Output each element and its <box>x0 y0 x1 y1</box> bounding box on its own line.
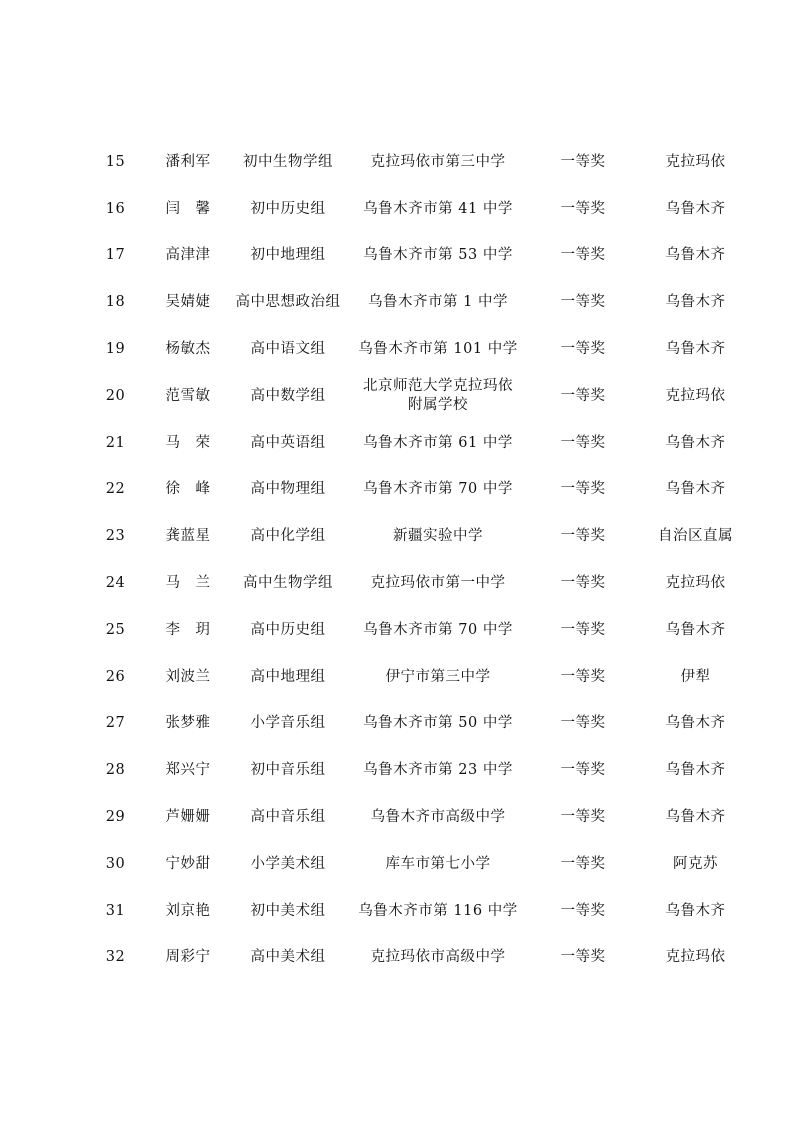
region-name: 克拉玛依 <box>665 153 726 170</box>
awards-table-body <box>88 139 758 981</box>
region-name: 克拉玛依 <box>665 575 726 592</box>
region-name: 乌鲁木齐 <box>665 809 726 826</box>
school-name: 库车市第七小学 <box>385 855 491 872</box>
winner-name: 吴婧婕 <box>165 294 211 311</box>
school-name: 乌鲁木齐市高级中学 <box>370 809 506 826</box>
school-name: 乌鲁木齐市第 1 中学 <box>368 294 508 311</box>
subject-group: 初中历史组 <box>250 200 326 217</box>
table-row <box>88 935 758 982</box>
region-name: 乌鲁木齐 <box>665 715 726 732</box>
winner-name: 刘波兰 <box>165 668 211 685</box>
row-number: 17 <box>105 247 126 264</box>
winner-name: 龚蓝星 <box>165 528 211 545</box>
table-row <box>88 139 758 186</box>
table-row <box>88 233 758 280</box>
table-row <box>88 607 758 654</box>
winner-name: 杨敏杰 <box>165 341 211 358</box>
table-row <box>88 513 758 560</box>
subject-group: 高中物理组 <box>250 481 326 498</box>
region-name: 乌鲁木齐 <box>665 200 726 217</box>
school-name: 乌鲁木齐市第 41 中学 <box>363 200 513 217</box>
region-name: 乌鲁木齐 <box>665 621 726 638</box>
row-number: 29 <box>105 809 126 826</box>
region-name: 乌鲁木齐 <box>665 247 726 264</box>
row-number: 19 <box>105 341 126 358</box>
winner-name: 刘京艳 <box>165 902 211 919</box>
row-number: 30 <box>105 855 126 872</box>
subject-group: 高中语文组 <box>250 341 326 358</box>
winner-name: 张梦雅 <box>165 715 211 732</box>
school-name: 乌鲁木齐市第 101 中学 <box>358 341 518 358</box>
row-number: 26 <box>105 668 126 685</box>
row-number: 20 <box>105 387 126 404</box>
award-level: 一等奖 <box>560 481 606 498</box>
subject-group: 高中美术组 <box>250 949 326 966</box>
school-name: 伊宁市第三中学 <box>385 668 491 685</box>
awards-table <box>88 139 758 981</box>
school-name: 乌鲁木齐市第 61 中学 <box>363 434 513 451</box>
winner-name: 周彩宁 <box>165 949 211 966</box>
award-level: 一等奖 <box>560 387 606 404</box>
award-level: 一等奖 <box>560 153 606 170</box>
row-number: 18 <box>105 294 126 311</box>
table-row <box>88 841 758 888</box>
subject-group: 初中生物学组 <box>243 153 333 170</box>
subject-group: 小学美术组 <box>250 855 326 872</box>
row-number: 22 <box>105 481 126 498</box>
row-number: 31 <box>105 902 126 919</box>
region-name: 乌鲁木齐 <box>665 294 726 311</box>
region-name: 克拉玛依 <box>665 387 726 404</box>
row-number: 25 <box>105 621 126 638</box>
school-name: 新疆实验中学 <box>393 528 483 545</box>
table-row <box>88 701 758 748</box>
region-name: 乌鲁木齐 <box>665 341 726 358</box>
region-name: 乌鲁木齐 <box>665 762 726 779</box>
table-row <box>88 888 758 935</box>
school-name: 乌鲁木齐市第 116 中学 <box>358 902 518 919</box>
row-number: 27 <box>105 715 126 732</box>
subject-group: 高中英语组 <box>250 434 326 451</box>
table-row <box>88 373 758 420</box>
row-number: 15 <box>105 153 126 170</box>
school-name: 乌鲁木齐市第 53 中学 <box>363 247 513 264</box>
award-level: 一等奖 <box>560 621 606 638</box>
award-level: 一等奖 <box>560 575 606 592</box>
subject-group: 初中美术组 <box>250 902 326 919</box>
row-number: 28 <box>105 762 126 779</box>
table-row <box>88 279 758 326</box>
table-row <box>88 326 758 373</box>
award-level: 一等奖 <box>560 902 606 919</box>
award-level: 一等奖 <box>560 434 606 451</box>
award-level: 一等奖 <box>560 668 606 685</box>
row-number: 23 <box>105 528 126 545</box>
subject-group: 高中地理组 <box>250 668 326 685</box>
award-level: 一等奖 <box>560 715 606 732</box>
subject-group: 高中数学组 <box>250 387 326 404</box>
region-name: 乌鲁木齐 <box>665 434 726 451</box>
row-number: 21 <box>105 434 126 451</box>
subject-group: 高中化学组 <box>250 528 326 545</box>
table-row <box>88 420 758 467</box>
table-row <box>88 560 758 607</box>
school-name: 北京师范大学克拉玛依 附属学校 <box>363 378 513 414</box>
table-row <box>88 794 758 841</box>
subject-group: 小学音乐组 <box>250 715 326 732</box>
table-row <box>88 654 758 701</box>
award-level: 一等奖 <box>560 949 606 966</box>
school-name: 乌鲁木齐市第 50 中学 <box>363 715 513 732</box>
award-level: 一等奖 <box>560 762 606 779</box>
winner-name: 马 荣 <box>165 434 211 451</box>
winner-name: 李 玥 <box>165 621 211 638</box>
subject-group: 初中音乐组 <box>250 762 326 779</box>
subject-group: 高中生物学组 <box>243 575 333 592</box>
winner-name: 徐 峰 <box>165 481 211 498</box>
region-name: 伊犁 <box>680 668 711 685</box>
winner-name: 宁妙甜 <box>165 855 211 872</box>
region-name: 阿克苏 <box>673 855 718 872</box>
row-number: 32 <box>105 949 126 966</box>
region-name: 自治区直属 <box>658 528 733 545</box>
winner-name: 马 兰 <box>165 575 211 592</box>
subject-group: 初中地理组 <box>250 247 326 264</box>
school-name: 克拉玛依市第一中学 <box>370 575 506 592</box>
table-row <box>88 467 758 514</box>
award-level: 一等奖 <box>560 294 606 311</box>
table-row <box>88 747 758 794</box>
region-name: 乌鲁木齐 <box>665 902 726 919</box>
school-name: 乌鲁木齐市第 23 中学 <box>363 762 513 779</box>
award-level: 一等奖 <box>560 809 606 826</box>
award-level: 一等奖 <box>560 528 606 545</box>
winner-name: 芦姗姗 <box>165 809 211 826</box>
row-number: 24 <box>105 575 126 592</box>
subject-group: 高中音乐组 <box>250 809 326 826</box>
award-level: 一等奖 <box>560 341 606 358</box>
school-name: 乌鲁木齐市第 70 中学 <box>363 481 513 498</box>
school-name: 乌鲁木齐市第 70 中学 <box>363 621 513 638</box>
winner-name: 郑兴宁 <box>165 762 211 779</box>
table-row <box>88 186 758 233</box>
award-level: 一等奖 <box>560 200 606 217</box>
award-level: 一等奖 <box>560 247 606 264</box>
winner-name: 范雪敏 <box>165 387 211 404</box>
subject-group: 高中历史组 <box>250 621 326 638</box>
region-name: 乌鲁木齐 <box>665 481 726 498</box>
winner-name: 闫 馨 <box>165 200 211 217</box>
row-number: 16 <box>105 200 126 217</box>
subject-group: 高中思想政治组 <box>235 294 341 311</box>
region-name: 克拉玛依 <box>665 949 726 966</box>
school-name: 克拉玛依市第三中学 <box>370 153 506 170</box>
award-level: 一等奖 <box>560 855 606 872</box>
school-name: 克拉玛依市高级中学 <box>370 949 506 966</box>
winner-name: 高津津 <box>165 247 211 264</box>
winner-name: 潘利军 <box>165 153 211 170</box>
